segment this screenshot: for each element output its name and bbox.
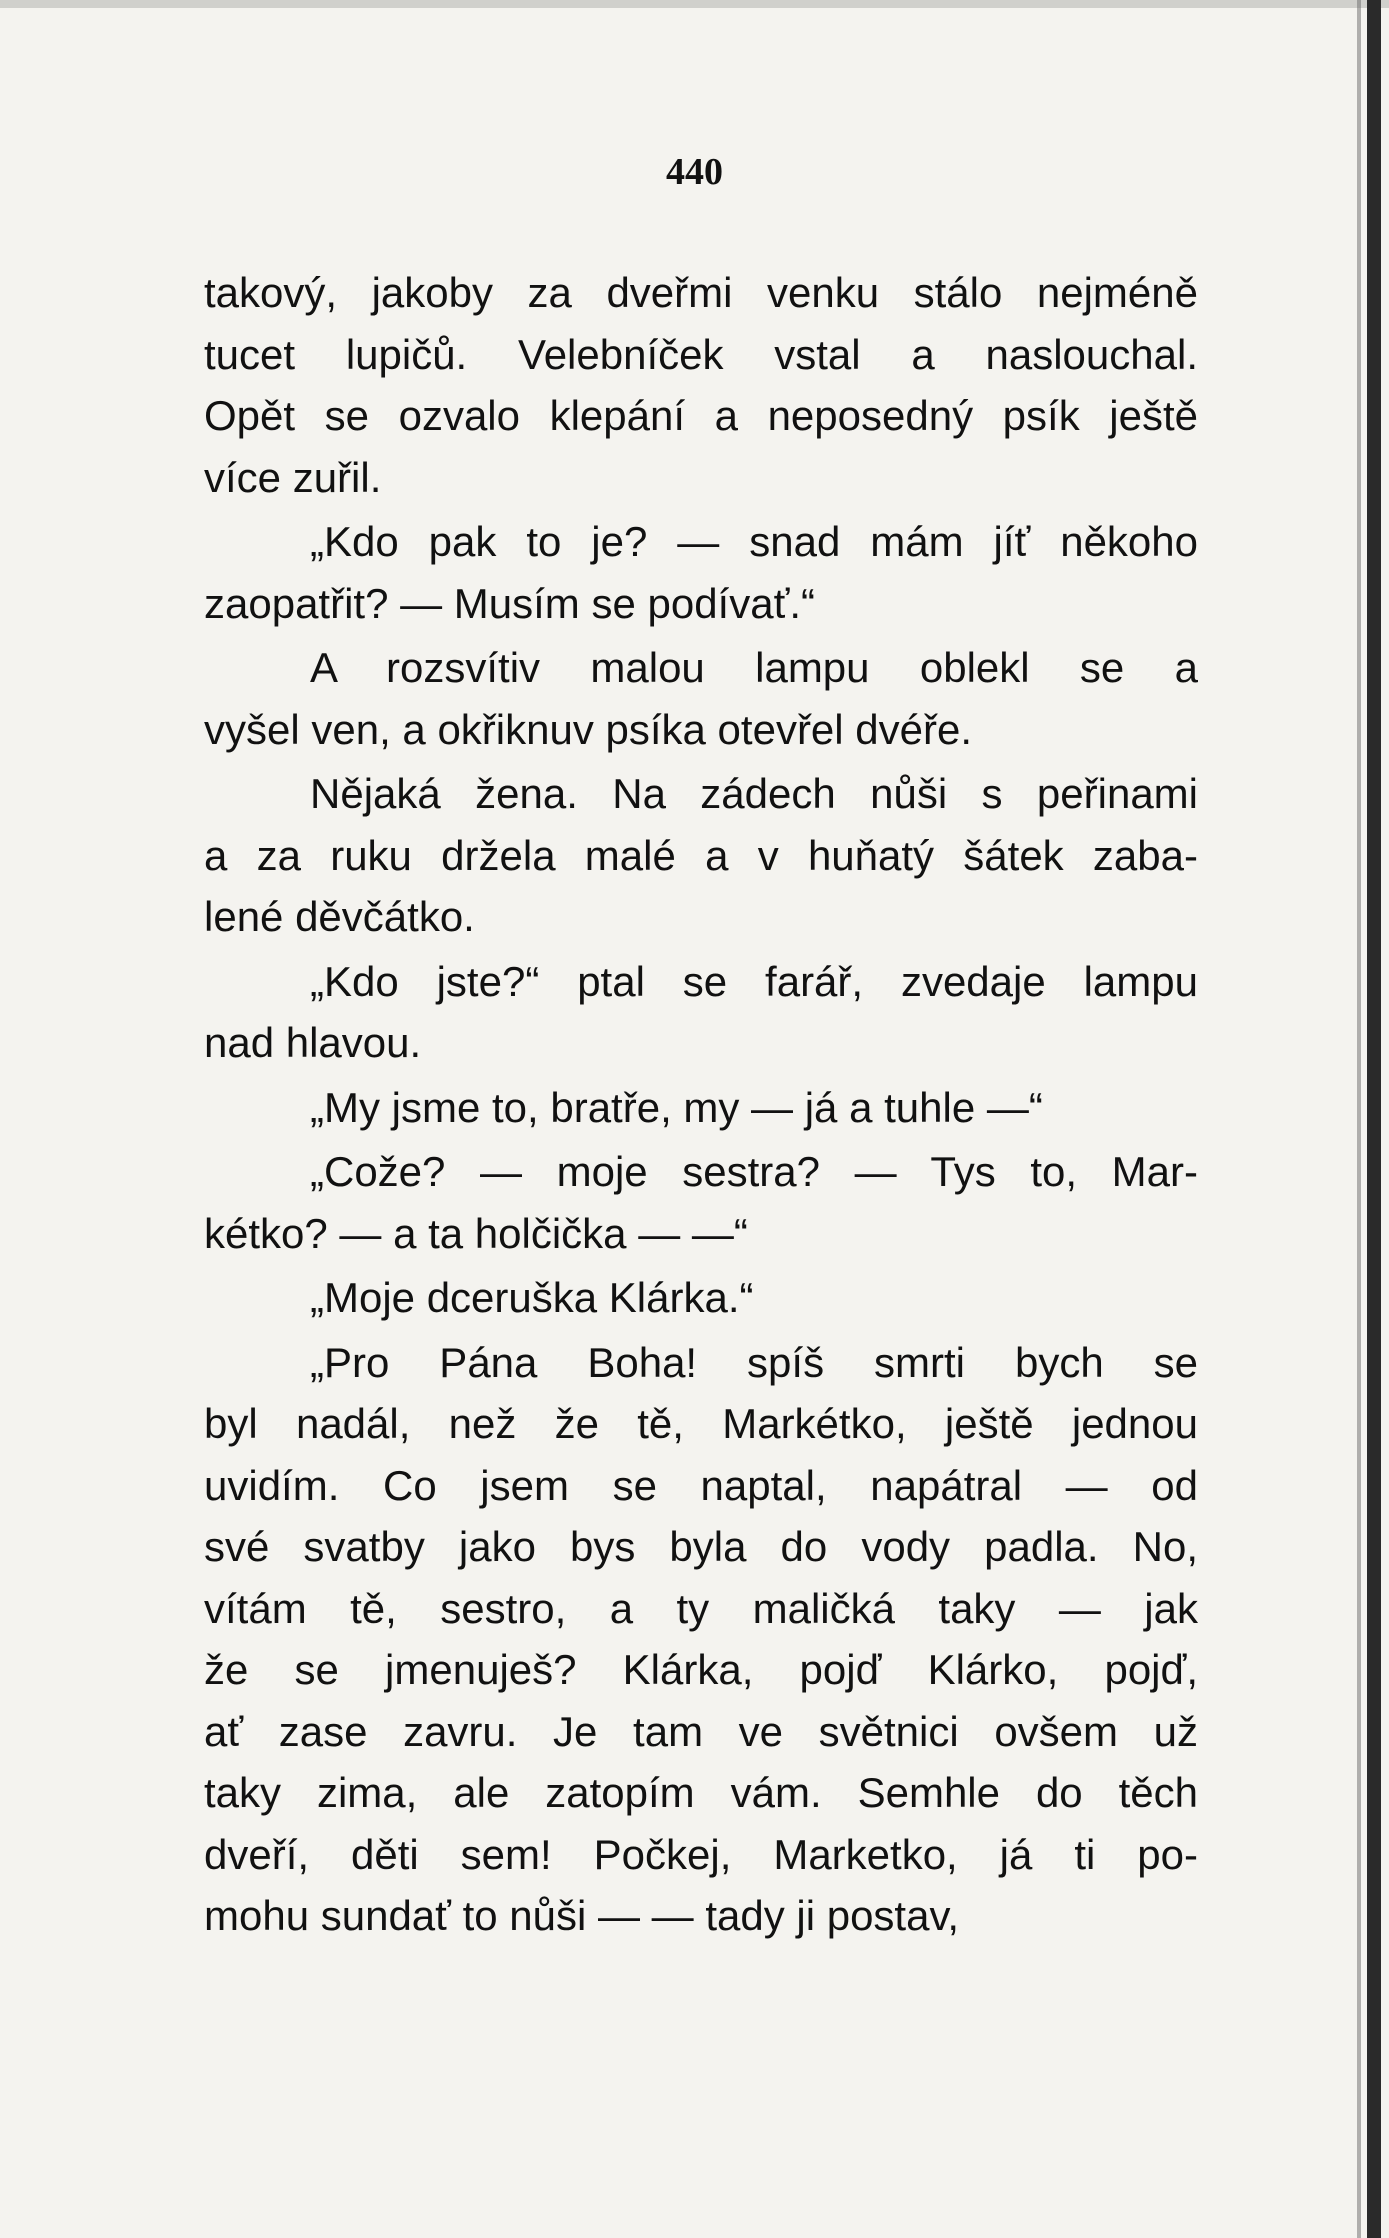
paragraph — [204, 1077, 1198, 1139]
text-line: více zuřil. — [204, 453, 382, 501]
page-binding-shadow — [1357, 0, 1361, 2238]
body-text — [204, 262, 1198, 1950]
page-right-edge — [1367, 0, 1381, 2238]
text-line: lené děvčátko. — [204, 893, 475, 940]
paragraph — [204, 637, 1198, 760]
text-line: „Cože? — moje sestra? — Tys to, Mar- — [310, 1148, 1198, 1195]
text-line: „Kdo jste?“ ptal se farář, zvedaje lampu — [310, 957, 1198, 1005]
text-line: nad hlavou. — [204, 1019, 422, 1066]
paragraph — [204, 1332, 1198, 1947]
paragraph — [204, 511, 1198, 634]
text-line: „Pro Pána Boha! spíš smrti bych se — [310, 1338, 1198, 1386]
text-line: kétko? — a ta holčička — —“ — [204, 1209, 748, 1257]
text-line: „Moje dceruška Klárka.“ — [310, 1274, 754, 1321]
text-line: mohu sundať to nůši — — tady ji postav, — [204, 1892, 960, 1939]
paragraph — [204, 951, 1198, 1074]
page-top-edge — [0, 0, 1389, 8]
text-line: tucet lupičů. Velebníček vstal a naslouchal. — [204, 330, 1198, 378]
text-line: ať zase zavru. Je tam ve světnici ovšem už — [204, 1707, 1198, 1755]
paragraph — [204, 763, 1198, 948]
text-line: zaopatřit? — Musím se podívať.“ — [204, 579, 815, 627]
text-line: byl nadál, než že tě, Markétko, ještě jednou — [204, 1400, 1198, 1447]
paragraph — [204, 262, 1198, 508]
text-line: své svatby jako bys byla do vody padla. No, — [204, 1523, 1198, 1570]
text-line: A rozsvítiv malou lampu oblekl se a — [310, 644, 1198, 691]
text-line: a za ruku držela malé a v huňatý šátek zaba- — [204, 831, 1198, 879]
text-line: uvidím. Co jsem se naptal, napátral — od — [204, 1461, 1198, 1509]
page-number: 440 — [666, 151, 723, 193]
text-line: že se jmenuješ? Klárka, pojď Klárko, pojď, — [204, 1646, 1198, 1693]
paragraph — [204, 1267, 1198, 1329]
paragraph — [204, 1141, 1198, 1264]
text-line: dveří, děti sem! Počkej, Marketko, já ti po- — [204, 1830, 1198, 1878]
text-line: Nějaká žena. Na zádech nůši s peřinami — [310, 770, 1198, 817]
text-line: „Kdo pak to je? — snad mám jíť někoho — [310, 518, 1198, 565]
text-line: Opět se ozvalo klepání a neposedný psík ještě — [204, 392, 1198, 439]
text-line: „My jsme to, bratře, my — já a tuhle —“ — [310, 1083, 1043, 1131]
text-line: vítám tě, sestro, a ty maličká taky — jak — [204, 1584, 1198, 1632]
text-line: taky zima, ale zatopím vám. Semhle do těch — [204, 1769, 1198, 1816]
text-line: takový, jakoby za dveřmi venku stálo nejméně — [204, 269, 1198, 316]
text-line: vyšel ven, a okřiknuv psíka otevřel dvéře. — [204, 705, 973, 753]
